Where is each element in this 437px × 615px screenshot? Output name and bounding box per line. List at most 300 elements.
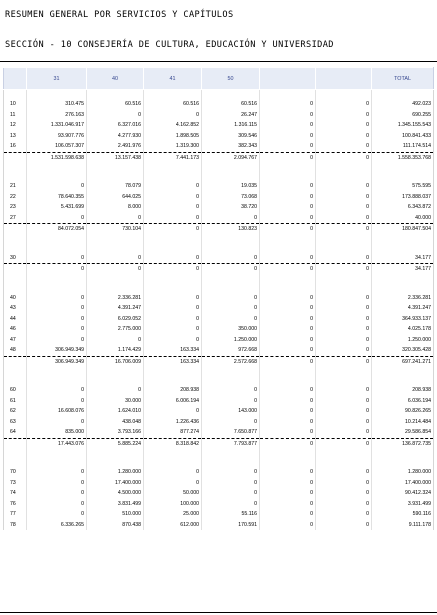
table-row xyxy=(4,467,434,478)
amount-cell xyxy=(144,367,202,376)
amount-cell xyxy=(27,367,87,376)
amount-cell xyxy=(260,376,316,385)
table-row xyxy=(4,417,434,428)
row-code-cell xyxy=(4,163,27,172)
row-code-cell: 76 xyxy=(4,499,27,510)
amount-cell: 0 xyxy=(316,335,372,346)
row-code-cell: 46 xyxy=(4,324,27,335)
row-total-cell: 10.214.484 xyxy=(372,417,434,428)
row-code-cell: 12 xyxy=(4,120,27,131)
amount-cell: 0 xyxy=(27,467,87,478)
amount-cell: 0 xyxy=(27,396,87,407)
row-total-cell xyxy=(372,376,434,385)
header-rule xyxy=(0,61,437,62)
table-row xyxy=(4,293,434,304)
amount-cell: 0 xyxy=(202,253,260,264)
amount-cell: 0 xyxy=(260,427,316,438)
amount-cell xyxy=(144,172,202,181)
row-code-cell: 40 xyxy=(4,293,27,304)
row-total-cell: 100.841.433 xyxy=(372,131,434,142)
amount-cell: 0 xyxy=(260,488,316,499)
row-total-cell: 17.400.000 xyxy=(372,478,434,489)
row-total-cell: 6.343.872 xyxy=(372,202,434,213)
amount-cell xyxy=(202,172,260,181)
amount-cell xyxy=(260,367,316,376)
amount-cell xyxy=(27,244,87,253)
spacer-row xyxy=(4,163,434,172)
amount-cell xyxy=(144,275,202,284)
amount-cell: 0 xyxy=(27,417,87,428)
row-total-cell xyxy=(372,275,434,284)
amount-cell: 106.057.307 xyxy=(27,141,87,152)
spacer-row xyxy=(4,90,434,100)
amount-cell: 55.116 xyxy=(202,509,260,520)
amount-cell: 0 xyxy=(316,181,372,192)
row-code-cell: 70 xyxy=(4,467,27,478)
spacer-row xyxy=(4,367,434,376)
amount-cell: 1.624.010 xyxy=(87,406,144,417)
row-total-cell: 40.000 xyxy=(372,213,434,224)
column-header xyxy=(260,68,316,90)
amount-cell xyxy=(260,90,316,100)
row-code-cell xyxy=(4,275,27,284)
amount-cell: 877.274 xyxy=(144,427,202,438)
amount-cell xyxy=(27,90,87,100)
amount-cell xyxy=(27,163,87,172)
amount-cell: 6.336.265 xyxy=(27,520,87,531)
row-code-cell: 74 xyxy=(4,488,27,499)
row-code-cell xyxy=(4,438,27,449)
amount-cell xyxy=(27,235,87,244)
amount-cell: 510.000 xyxy=(87,509,144,520)
amount-cell: 0 xyxy=(87,335,144,346)
amount-cell: 0 xyxy=(260,356,316,367)
section-title: SECCIÓN - 10 CONSEJERÍA DE CULTURA, EDUCACIÓN Y UNIVERSIDAD xyxy=(5,40,334,50)
amount-cell: 6.029.052 xyxy=(87,314,144,325)
row-total-cell: 90.412.324 xyxy=(372,488,434,499)
amount-cell: 0 xyxy=(316,438,372,449)
amount-cell xyxy=(316,284,372,293)
spacer-row xyxy=(4,244,434,253)
amount-cell: 0 xyxy=(202,499,260,510)
amount-cell: 0 xyxy=(260,192,316,203)
row-total-cell: 590.116 xyxy=(372,509,434,520)
amount-cell xyxy=(27,284,87,293)
amount-cell xyxy=(87,235,144,244)
row-total-cell: 1.558.353.768 xyxy=(372,152,434,163)
table-body xyxy=(4,90,434,531)
amount-cell: 17.400.000 xyxy=(87,478,144,489)
amount-cell: 0 xyxy=(316,131,372,142)
amount-cell: 78.640.355 xyxy=(27,192,87,203)
amount-cell xyxy=(316,235,372,244)
amount-cell: 143.000 xyxy=(202,406,260,417)
amount-cell: 0 xyxy=(260,141,316,152)
amount-cell xyxy=(144,284,202,293)
table-header-row xyxy=(4,68,434,90)
amount-cell: 4.391.247 xyxy=(87,303,144,314)
amount-cell: 0 xyxy=(144,253,202,264)
amount-cell: 0 xyxy=(260,181,316,192)
row-total-cell: 34.177 xyxy=(372,253,434,264)
amount-cell xyxy=(87,163,144,172)
table-row xyxy=(4,345,434,356)
table-row xyxy=(4,202,434,213)
amount-cell xyxy=(260,235,316,244)
amount-cell: 1.898.505 xyxy=(144,131,202,142)
amount-cell xyxy=(202,90,260,100)
amount-cell: 4.500.000 xyxy=(87,488,144,499)
row-code-cell xyxy=(4,172,27,181)
amount-cell: 3.831.499 xyxy=(87,499,144,510)
row-total-cell: 697.241.271 xyxy=(372,356,434,367)
amount-cell: 0 xyxy=(316,110,372,121)
amount-cell: 0 xyxy=(316,478,372,489)
amount-cell: 84.072.054 xyxy=(27,224,87,235)
amount-cell: 835.000 xyxy=(27,427,87,438)
table-row xyxy=(4,478,434,489)
amount-cell: 0 xyxy=(144,324,202,335)
row-code-cell: 64 xyxy=(4,427,27,438)
amount-cell: 7.650.877 xyxy=(202,427,260,438)
amount-cell: 0 xyxy=(260,110,316,121)
amount-cell: 17.443.076 xyxy=(27,438,87,449)
amount-cell xyxy=(202,275,260,284)
amount-cell xyxy=(144,458,202,467)
amount-cell: 38.720 xyxy=(202,202,260,213)
subtotal-row xyxy=(4,264,434,275)
amount-cell xyxy=(260,449,316,458)
amount-cell: 0 xyxy=(27,335,87,346)
row-total-cell: 4.025.178 xyxy=(372,324,434,335)
amount-cell: 0 xyxy=(87,264,144,275)
amount-cell: 60.516 xyxy=(202,99,260,110)
row-code-cell xyxy=(4,264,27,275)
amount-cell: 0 xyxy=(202,467,260,478)
row-code-cell: 22 xyxy=(4,192,27,203)
amount-cell: 0 xyxy=(260,303,316,314)
amount-cell: 1.331.046.917 xyxy=(27,120,87,131)
amount-cell xyxy=(260,284,316,293)
amount-cell xyxy=(260,458,316,467)
amount-cell: 26.247 xyxy=(202,110,260,121)
row-total-cell xyxy=(372,458,434,467)
table-row xyxy=(4,141,434,152)
row-total-cell xyxy=(372,284,434,293)
amount-cell: 0 xyxy=(144,335,202,346)
amount-cell: 0 xyxy=(316,488,372,499)
amount-cell: 382.343 xyxy=(202,141,260,152)
row-total-cell xyxy=(372,163,434,172)
column-header xyxy=(4,68,27,90)
table-row xyxy=(4,99,434,110)
amount-cell: 306.949.349 xyxy=(27,356,87,367)
amount-cell: 972.668 xyxy=(202,345,260,356)
amount-cell: 0 xyxy=(144,406,202,417)
amount-cell xyxy=(27,458,87,467)
table-row xyxy=(4,520,434,531)
amount-cell: 0 xyxy=(144,264,202,275)
amount-cell xyxy=(87,244,144,253)
amount-cell: 0 xyxy=(260,520,316,531)
table-row xyxy=(4,110,434,121)
table-row xyxy=(4,213,434,224)
row-code-cell: 60 xyxy=(4,385,27,396)
amount-cell: 1.250.000 xyxy=(202,335,260,346)
amount-cell xyxy=(87,376,144,385)
amount-cell xyxy=(202,449,260,458)
row-total-cell: 136.872.735 xyxy=(372,438,434,449)
spacer-row xyxy=(4,235,434,244)
amount-cell: 7.441.173 xyxy=(144,152,202,163)
amount-cell: 0 xyxy=(27,324,87,335)
amount-cell: 5.431.699 xyxy=(27,202,87,213)
amount-cell xyxy=(202,376,260,385)
row-total-cell: 6.036.194 xyxy=(372,396,434,407)
amount-cell xyxy=(202,235,260,244)
amount-cell: 0 xyxy=(27,213,87,224)
amount-cell: 0 xyxy=(316,202,372,213)
table-row xyxy=(4,253,434,264)
row-total-cell: 9.111.178 xyxy=(372,520,434,531)
amount-cell: 0 xyxy=(316,396,372,407)
amount-cell: 0 xyxy=(316,293,372,304)
row-total-cell: 1.250.000 xyxy=(372,335,434,346)
amount-cell: 1.319.300 xyxy=(144,141,202,152)
amount-cell: 0 xyxy=(316,345,372,356)
amount-cell: 0 xyxy=(144,293,202,304)
amount-cell xyxy=(316,458,372,467)
amount-cell: 0 xyxy=(202,396,260,407)
amount-cell: 0 xyxy=(260,467,316,478)
amount-cell: 0 xyxy=(316,99,372,110)
amount-cell xyxy=(316,376,372,385)
table-row xyxy=(4,192,434,203)
row-code-cell: 27 xyxy=(4,213,27,224)
row-total-cell: 180.847.504 xyxy=(372,224,434,235)
amount-cell: 0 xyxy=(202,213,260,224)
amount-cell xyxy=(144,244,202,253)
row-code-cell: 48 xyxy=(4,345,27,356)
amount-cell: 350.000 xyxy=(202,324,260,335)
row-code-cell: 21 xyxy=(4,181,27,192)
amount-cell: 6.006.194 xyxy=(144,396,202,407)
amount-cell: 0 xyxy=(202,417,260,428)
amount-cell xyxy=(316,275,372,284)
row-code-cell: 11 xyxy=(4,110,27,121)
amount-cell: 0 xyxy=(144,478,202,489)
amount-cell: 0 xyxy=(316,314,372,325)
table-row xyxy=(4,120,434,131)
amount-cell xyxy=(87,284,144,293)
amount-cell: 0 xyxy=(202,293,260,304)
spacer-row xyxy=(4,284,434,293)
amount-cell: 163.334 xyxy=(144,345,202,356)
amount-cell xyxy=(202,458,260,467)
amount-cell: 208.938 xyxy=(144,385,202,396)
row-code-cell: 62 xyxy=(4,406,27,417)
row-total-cell xyxy=(372,172,434,181)
amount-cell: 0 xyxy=(260,438,316,449)
column-header: 41 xyxy=(144,68,202,90)
amount-cell: 0 xyxy=(144,181,202,192)
row-code-cell: 16 xyxy=(4,141,27,152)
row-total-cell xyxy=(372,449,434,458)
row-code-cell xyxy=(4,90,27,100)
table-row xyxy=(4,406,434,417)
amount-cell: 0 xyxy=(260,396,316,407)
amount-cell: 0 xyxy=(316,324,372,335)
amount-cell: 0 xyxy=(260,202,316,213)
table-row xyxy=(4,499,434,510)
amount-cell xyxy=(87,275,144,284)
row-total-cell: 29.586.854 xyxy=(372,427,434,438)
amount-cell: 0 xyxy=(144,202,202,213)
row-total-cell: 111.174.514 xyxy=(372,141,434,152)
table-row xyxy=(4,427,434,438)
amount-cell: 0 xyxy=(87,213,144,224)
row-total-cell xyxy=(372,367,434,376)
column-header: 40 xyxy=(87,68,144,90)
table-row xyxy=(4,396,434,407)
amount-cell: 0 xyxy=(260,385,316,396)
amount-cell: 0 xyxy=(27,264,87,275)
amount-cell: 0 xyxy=(27,293,87,304)
table-row xyxy=(4,303,434,314)
amount-cell: 0 xyxy=(316,213,372,224)
amount-cell: 0 xyxy=(27,253,87,264)
amount-cell: 0 xyxy=(27,303,87,314)
amount-cell xyxy=(316,367,372,376)
row-code-cell: 13 xyxy=(4,131,27,142)
amount-cell xyxy=(260,163,316,172)
amount-cell: 60.516 xyxy=(87,99,144,110)
amount-cell: 0 xyxy=(202,303,260,314)
amount-cell: 0 xyxy=(260,509,316,520)
footer-rule xyxy=(0,612,437,613)
amount-cell: 0 xyxy=(144,213,202,224)
row-code-cell: 23 xyxy=(4,202,27,213)
amount-cell: 25.000 xyxy=(144,509,202,520)
amount-cell: 0 xyxy=(260,152,316,163)
amount-cell: 100.000 xyxy=(144,499,202,510)
amount-cell: 0 xyxy=(260,417,316,428)
amount-cell: 0 xyxy=(316,253,372,264)
row-total-cell: 2.336.281 xyxy=(372,293,434,304)
row-code-cell xyxy=(4,224,27,235)
row-code-cell: 77 xyxy=(4,509,27,520)
row-code-cell xyxy=(4,235,27,244)
row-total-cell: 34.177 xyxy=(372,264,434,275)
amount-cell xyxy=(316,163,372,172)
amount-cell xyxy=(202,244,260,253)
table-row xyxy=(4,509,434,520)
amount-cell: 0 xyxy=(316,499,372,510)
row-code-cell: 78 xyxy=(4,520,27,531)
amount-cell xyxy=(316,244,372,253)
amount-cell: 0 xyxy=(316,152,372,163)
amount-cell: 60.516 xyxy=(144,99,202,110)
amount-cell xyxy=(144,376,202,385)
amount-cell: 0 xyxy=(316,406,372,417)
table-row xyxy=(4,131,434,142)
amount-cell xyxy=(27,449,87,458)
column-header xyxy=(316,68,372,90)
amount-cell: 438.048 xyxy=(87,417,144,428)
table-row xyxy=(4,324,434,335)
row-total-cell: 690.255 xyxy=(372,110,434,121)
amount-cell: 0 xyxy=(87,110,144,121)
amount-cell xyxy=(144,90,202,100)
amount-cell xyxy=(144,163,202,172)
amount-cell: 0 xyxy=(27,385,87,396)
table-row xyxy=(4,488,434,499)
amount-cell xyxy=(316,90,372,100)
table-row xyxy=(4,385,434,396)
row-total-cell: 492.023 xyxy=(372,99,434,110)
amount-cell xyxy=(87,367,144,376)
amount-cell: 16.706.009 xyxy=(87,356,144,367)
amount-cell: 2.336.281 xyxy=(87,293,144,304)
row-total-cell: 364.933.137 xyxy=(372,314,434,325)
report-title: RESUMEN GENERAL POR SERVICIOS Y CAPÍTULOS xyxy=(5,10,234,20)
amount-cell: 0 xyxy=(27,181,87,192)
row-total-cell: 173.888.037 xyxy=(372,192,434,203)
amount-cell: 644.025 xyxy=(87,192,144,203)
amount-cell xyxy=(316,172,372,181)
amount-cell: 0 xyxy=(316,385,372,396)
amount-cell: 0 xyxy=(316,467,372,478)
amount-cell: 0 xyxy=(260,293,316,304)
amount-cell: 163.334 xyxy=(144,356,202,367)
amount-cell: 0 xyxy=(316,509,372,520)
amount-cell: 870.438 xyxy=(87,520,144,531)
amount-cell: 93.907.776 xyxy=(27,131,87,142)
amount-cell: 0 xyxy=(144,467,202,478)
amount-cell xyxy=(27,172,87,181)
amount-cell: 0 xyxy=(316,356,372,367)
row-total-cell: 320.305.428 xyxy=(372,345,434,356)
amount-cell: 0 xyxy=(260,345,316,356)
subtotal-row xyxy=(4,438,434,449)
amount-cell: 730.104 xyxy=(87,224,144,235)
amount-cell: 276.163 xyxy=(27,110,87,121)
amount-cell: 0 xyxy=(316,192,372,203)
amount-cell: 78.079 xyxy=(87,181,144,192)
amount-cell: 0 xyxy=(260,131,316,142)
row-code-cell: 73 xyxy=(4,478,27,489)
amount-cell xyxy=(260,244,316,253)
amount-cell: 1.226.436 xyxy=(144,417,202,428)
row-code-cell xyxy=(4,376,27,385)
amount-cell xyxy=(87,449,144,458)
subtotal-row xyxy=(4,224,434,235)
amount-cell: 0 xyxy=(27,499,87,510)
amount-cell: 0 xyxy=(260,499,316,510)
row-total-cell xyxy=(372,90,434,100)
amount-cell xyxy=(202,163,260,172)
row-total-cell: 575.595 xyxy=(372,181,434,192)
amount-cell: 0 xyxy=(260,264,316,275)
row-code-cell: 10 xyxy=(4,99,27,110)
row-code-cell xyxy=(4,152,27,163)
amount-cell xyxy=(260,275,316,284)
amount-cell: 0 xyxy=(144,224,202,235)
amount-cell: 0 xyxy=(316,417,372,428)
amount-cell: 30.000 xyxy=(87,396,144,407)
row-code-cell: 43 xyxy=(4,303,27,314)
amount-cell: 309.546 xyxy=(202,131,260,142)
